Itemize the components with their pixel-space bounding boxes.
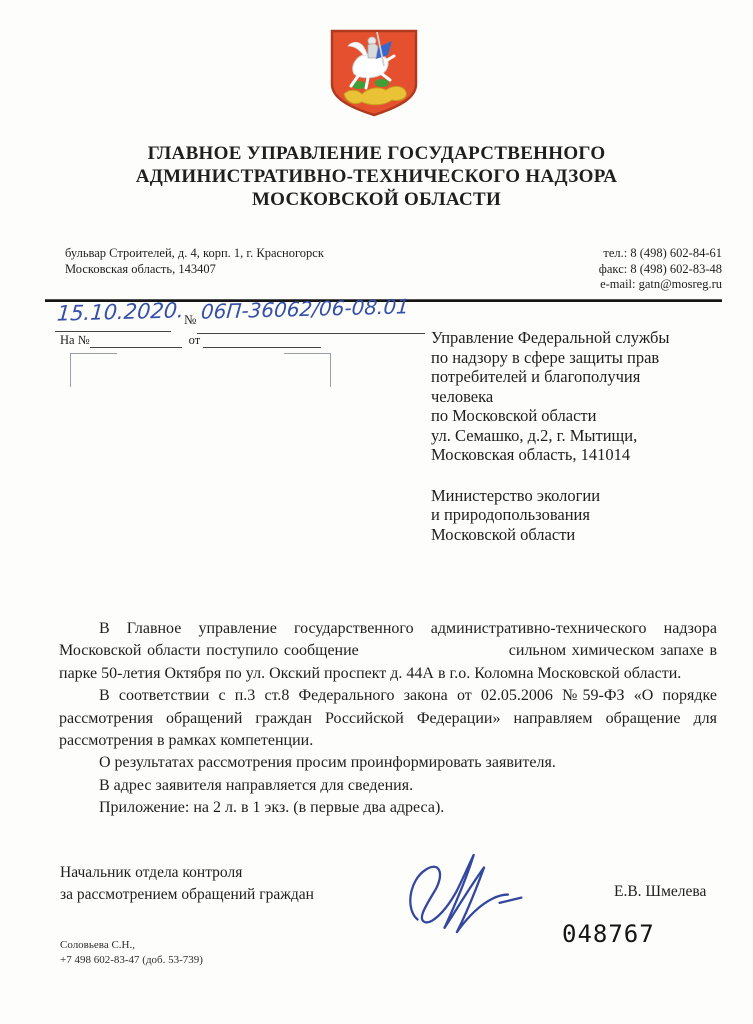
number-sign-label: № [184,312,197,327]
recipient-rospotrebnadzor [431,328,726,465]
paragraph-4: В адрес заявителя направляется для сведения. [99,776,414,794]
recipient-ministry-ecology [431,486,726,545]
recipient1-line: Управление Федеральной службы [431,328,670,347]
recipient2-line: и природопользования [431,505,590,524]
paragraph-1 [59,618,717,685]
handwritten-date: 15.10.2020. [56,298,185,326]
letter-body [59,618,717,820]
signer-position [60,862,314,906]
reply-to-label: На № [60,333,90,347]
paragraph-1-after-gap: сильном химическом запахе в парке 50-летия Октября по ул. Окский проспект д. 44А в г.о. Коломна Московской области. [59,642,718,682]
date-underline [55,331,171,332]
recipient1-line: Московская область, 141014 [431,445,631,464]
recipient2-line: Московской области [431,524,576,544]
org-address [65,246,324,293]
address-zone-corner-left [70,353,117,387]
signer-position-line2: за рассмотрением обращений граждан [60,886,314,903]
reply-date-blank [203,334,321,348]
recipient1-line: ул. Семашко, д.2, г. Мытищи, [431,425,638,445]
address-zone-corner-right [284,353,331,387]
reply-reference-line [60,333,321,348]
handwritten-signature [403,848,538,938]
org-title-line3: МОСКОВСКОЙ ОБЛАСТИ [251,189,502,210]
recipient1-line: потребителей и благополучия [431,367,641,386]
handwritten-outgoing-number: 06П-36062/06-08.01 [200,294,410,324]
org-address-line2: Московская область, 143407 [65,261,216,276]
recipient1-line: по Московской области [431,406,597,425]
reply-from-label: от [188,333,201,347]
letterhead-contacts [65,246,722,293]
recipient1-line: человека [431,386,494,406]
registration-stamp-number: 048767 [562,920,655,948]
signature-svg [403,848,538,938]
executor-info [60,938,203,968]
org-phone: тел.: 8 (498) 602-84-61 [603,246,722,260]
recipient2-line: Министерство экологии [431,485,601,505]
executor-phone: +7 498 602-83-47 (доб. 53-739) [60,954,203,966]
paragraph-3: О результатах рассмотрения просим проинформировать заявителя. [99,754,556,772]
recipient1-line: по надзору в сфере защиты прав [431,347,660,367]
paragraph-2: В соответствии с п.3 ст.8 Федерального закона от 02.05.2006 №59-ФЗ «О порядке рассмотрения обращений граждан Российской Федерации» направляем обращение для рассмотрения в рамках компетенции. [59,687,717,750]
coat-of-arms-svg [322,28,426,118]
org-fax: факс: 8 (498) 602-83-48 [598,261,722,276]
recipients [431,328,726,544]
org-phones [599,246,722,293]
moscow-oblast-coat-of-arms-icon [322,28,426,118]
org-title [0,142,753,211]
org-title-line2: АДМИНИСТРАТИВНО-ТЕХНИЧЕСКОГО НАДЗОРА [135,166,618,187]
org-title-line1: ГЛАВНОЕ УПРАВЛЕНИЕ ГОСУДАРСТВЕННОГО [147,143,606,164]
executor-name: Соловьева С.Н., [60,939,135,951]
attachment-line: Приложение: на 2 л. в 1 экз. (в первые два адреса). [99,799,445,817]
org-address-line1: бульвар Строителей, д. 4, корп. 1, г. Красногорск [65,246,324,260]
org-email: e-mail: gatn@mosreg.ru [600,277,722,291]
reply-number-blank [90,334,182,348]
paragraph-1-before-gap: В Главное управление государственного административно-технического надзора Московской области поступило сообщение [59,620,717,660]
signer-name: Е.В. Шмелева [614,883,707,900]
signer-position-line1: Начальник отдела контроля [60,864,243,881]
